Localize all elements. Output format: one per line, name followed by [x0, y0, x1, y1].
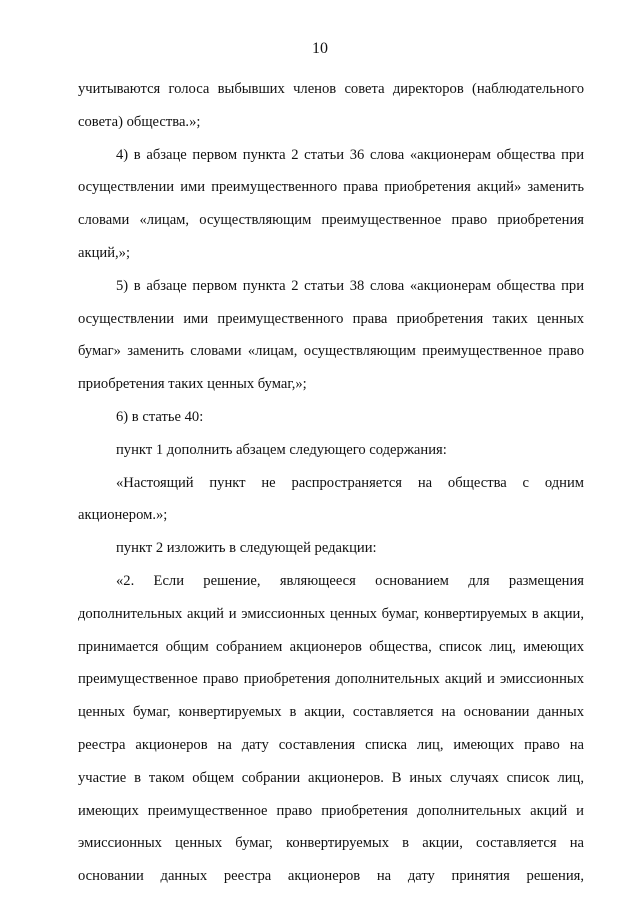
text-line: акционером.»; — [78, 507, 168, 524]
text-line: принимается общим собранием акционеров общества, список лиц, имеющих — [78, 638, 584, 655]
page-number: 10 — [312, 40, 328, 57]
text-line: словами «лицам, осуществляющим преимущественное право приобретения — [78, 212, 584, 229]
text-line: «Настоящий пункт не распространяется на общества с одним — [116, 474, 584, 491]
document-body — [78, 78, 584, 898]
text-line: участие в таком общем собрании акционеров. В иных случаях список лиц, — [78, 769, 584, 786]
text-line: «2. Если решение, являющееся основанием для размещения — [116, 572, 584, 589]
text-line: 4) в абзаце первом пункта 2 статьи 36 слова «акционерам общества при — [116, 146, 584, 163]
text-line: бумаг» заменить словами «лицам, осуществляющим преимущественное право — [78, 343, 584, 360]
text-line: имеющих преимущественное право приобретения дополнительных акций и — [78, 802, 584, 819]
text-line: пункт 1 дополнить абзацем следующего содержания: — [116, 441, 447, 458]
text-line: ценных бумаг, конвертируемых в акции, составляется на основании данных — [78, 704, 584, 721]
text-line: учитываются голоса выбывших членов совета директоров (наблюдательного — [78, 81, 584, 97]
text-line: 5) в абзаце первом пункта 2 статьи 38 слова «акционерам общества при — [116, 277, 584, 294]
text-line: акций,»; — [78, 244, 130, 261]
text-line: преимущественное право приобретения дополнительных акций и эмиссионных — [78, 671, 584, 688]
text-line: осуществлении ими преимущественного права приобретения таких ценных — [78, 310, 584, 327]
text-line: дополнительных акций и эмиссионных ценных бумаг, конвертируемых в акции, — [78, 605, 584, 622]
text-line: реестра акционеров на дату составления списка лиц, имеющих право на — [78, 736, 584, 753]
text-line: приобретения таких ценных бумаг,»; — [78, 376, 307, 393]
text-line: 6) в статье 40: — [116, 408, 204, 425]
text-line: совета) общества.»; — [78, 113, 201, 130]
text-line: эмиссионных ценных бумаг, конвертируемых в акции, составляется на — [78, 835, 584, 852]
text-line: пункт 2 изложить в следующей редакции: — [116, 540, 377, 557]
text-line: основании данных реестра акционеров на дату принятия решения, — [78, 868, 584, 885]
text-line: осуществлении ими преимущественного права приобретения акций» заменить — [78, 179, 584, 196]
